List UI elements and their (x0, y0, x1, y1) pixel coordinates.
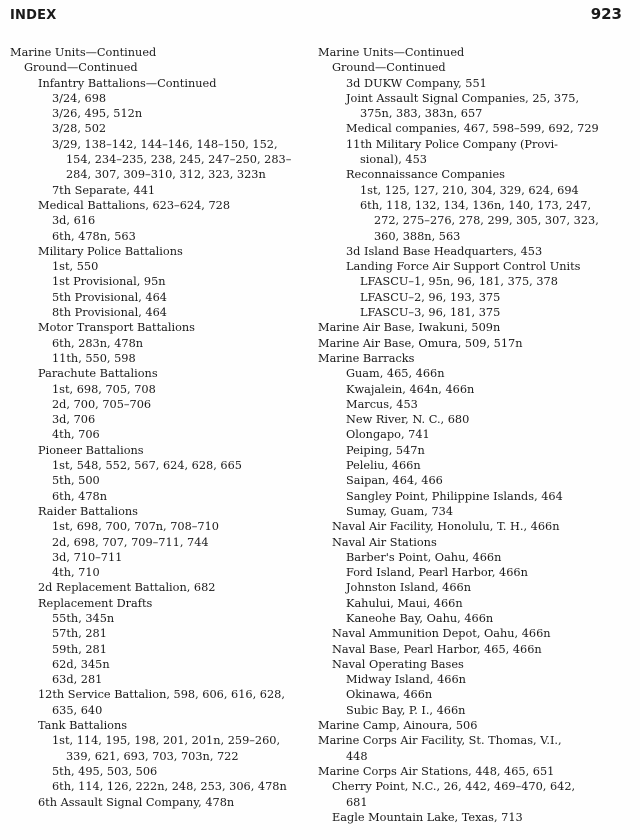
index-entry: Parachute Battalions (38, 367, 158, 381)
index-entry: 2d, 698, 707, 709–711, 744 (52, 535, 209, 549)
index-entry: 3d, 616 (52, 214, 96, 228)
index-entry: Joint Assault Signal Companies, 25, 375, (346, 91, 580, 105)
index-entry: 63d, 281 (52, 673, 103, 687)
index-entry: Naval Ammunition Depot, Oahu, 466n (332, 627, 551, 641)
index-entry: Infantry Battalions—Continued (38, 76, 217, 90)
index-entry: 3/26, 495, 512n (52, 107, 143, 121)
index-entry: 360, 388n, 563 (374, 229, 461, 243)
index-entry: Kwajalein, 464n, 466n (346, 382, 475, 396)
index-entry: Medical companies, 467, 598–599, 692, 729 (346, 122, 599, 136)
index-entry: Marine Camp, Ainoura, 506 (318, 719, 478, 733)
index-entry: 681 (346, 795, 368, 809)
index-entry: 375n, 383, 383n, 657 (360, 107, 483, 121)
index-entry: Marine Air Base, Iwakuni, 509n (318, 321, 501, 335)
index-entry: Peleliu, 466n (346, 459, 421, 473)
index-entry: Naval Air Stations (332, 535, 437, 549)
index-entry: 6th, 478n (52, 489, 108, 503)
index-entry: Marine Units—Continued (10, 46, 157, 59)
index-entry: Military Police Battalions (38, 244, 183, 258)
index-entry: 6th Assault Signal Company, 478n (38, 795, 235, 809)
index-entry: Ford Island, Pearl Harbor, 466n (346, 566, 528, 580)
index-entry: Naval Air Facility, Honolulu, T. H., 466n (332, 520, 560, 534)
index-entry: LFASCU–1, 95n, 96, 181, 375, 378 (360, 275, 558, 289)
index-entry: 1st, 698, 705, 708 (52, 382, 156, 396)
index-entry: 1st, 114, 195, 198, 201, 201n, 259–260, (52, 734, 281, 748)
index-entry: Midway Island, 466n (346, 673, 466, 687)
index-entry: 1st, 548, 552, 567, 624, 628, 665 (52, 459, 242, 473)
index-entry: Marine Corps Air Stations, 448, 465, 651 (318, 764, 555, 778)
index-entry: 11th Military Police Company (Provi- (346, 137, 559, 151)
index-entry: 55th, 345n (52, 611, 115, 625)
index-entry: Marine Air Base, Omura, 509, 517n (318, 336, 523, 350)
index-entry: 2d, 700, 705–706 (52, 397, 152, 411)
index-entry: 284, 307, 309–310, 312, 323, 323n (66, 168, 266, 182)
index-entry: Peiping, 547n (346, 443, 425, 457)
index-entry: Sangley Point, Philippine Islands, 464 (346, 489, 563, 503)
index-entry: 6th, 118, 132, 134, 136n, 140, 173, 247, (360, 198, 592, 212)
index-entry: Saipan, 464, 466 (346, 474, 443, 488)
index-entry: New River, N. C., 680 (346, 413, 470, 427)
index-entry: Medical Battalions, 623–624, 728 (38, 198, 231, 212)
index-entry: 11th, 550, 598 (52, 351, 136, 365)
index-entry: 57th, 281 (52, 627, 107, 641)
index-entry: Olongapo, 741 (346, 428, 430, 442)
index-entry: 3/28, 502 (52, 122, 107, 136)
index-entry: Landing Force Air Support Control Units (346, 260, 581, 274)
index-entry: Barber's Point, Oahu, 466n (346, 550, 502, 564)
index-entry: 339, 621, 693, 703, 703n, 722 (66, 749, 239, 763)
index-entry: Cherry Point, N.C., 26, 442, 469–470, 642, (332, 780, 576, 794)
index-entry: Sumay, Guam, 734 (346, 504, 454, 518)
index-entry: 3/29, 138–142, 144–146, 148–150, 152, (52, 137, 278, 151)
index-entry: Kaneohe Bay, Oahu, 466n (346, 611, 494, 625)
index-entry: LFASCU–2, 96, 193, 375 (360, 290, 501, 304)
index-entry: Pioneer Battalions (38, 443, 144, 457)
index-entry: 6th, 283n, 478n (52, 336, 144, 350)
index-entry: Raider Battalions (38, 504, 138, 518)
index-entry: 62d, 345n (52, 657, 110, 671)
index-entry: 2d Replacement Battalion, 682 (38, 581, 216, 595)
index-entry: 4th, 706 (52, 428, 100, 442)
index-entry: Ground—Continued (24, 61, 138, 75)
index-entry: 4th, 710 (52, 566, 100, 580)
index-entry: sional), 453 (360, 153, 427, 167)
index-entry: 5th, 500 (52, 474, 100, 488)
index-entry: Ground—Continued (332, 61, 446, 75)
index-entry: 3d, 706 (52, 413, 96, 427)
index-entry: Motor Transport Battalions (38, 321, 195, 335)
index-entry: LFASCU–3, 96, 181, 375 (360, 306, 501, 320)
index-entry: Naval Base, Pearl Harbor, 465, 466n (332, 642, 542, 656)
index-entry: 3d Island Base Headquarters, 453 (346, 244, 543, 258)
index-column-left (10, 45, 310, 810)
index-entry: 6th, 114, 126, 222n, 248, 253, 306, 478n (52, 780, 287, 794)
index-entry: 272, 275–276, 278, 299, 305, 307, 323, (374, 214, 599, 228)
index-entry: 448 (346, 749, 368, 763)
index-entry: Naval Operating Bases (332, 657, 464, 671)
index-entry: Subic Bay, P. I., 466n (346, 703, 466, 717)
index-entry: 1st, 698, 700, 707n, 708–710 (52, 520, 219, 534)
index-entry: Okinawa, 466n (346, 688, 433, 702)
page-number: 923 (590, 5, 622, 23)
index-entry: 12th Service Battalion, 598, 606, 616, 628, (38, 688, 285, 702)
index-entry: Guam, 465, 466n (346, 367, 445, 381)
index-entry: 3d, 710–711 (52, 550, 123, 564)
index-entry: Reconnaissance Companies (346, 168, 505, 182)
running-header-title: INDEX (10, 8, 57, 23)
index-entry: Johnston Island, 466n (346, 581, 472, 595)
index-entry: Eagle Mountain Lake, Texas, 713 (332, 810, 523, 824)
index-entry: 5th, 495, 503, 506 (52, 764, 158, 778)
index-entry: Marine Units—Continued (318, 46, 465, 59)
index-entry: 59th, 281 (52, 642, 107, 656)
index-entry: Tank Battalions (38, 719, 128, 733)
index-entry: Marcus, 453 (346, 397, 418, 411)
index-entry: 1st, 550 (52, 260, 99, 274)
index-entry: Kahului, Maui, 466n (346, 596, 463, 610)
index-entry: 3/24, 698 (52, 91, 107, 105)
index-entry: 7th Separate, 441 (52, 183, 156, 197)
index-entry: 3d DUKW Company, 551 (346, 76, 487, 90)
index-entry: Marine Corps Air Facility, St. Thomas, V.I., (318, 734, 562, 748)
index-entry: 8th Provisional, 464 (52, 306, 167, 320)
index-entry: 5th Provisional, 464 (52, 290, 167, 304)
index-entry: Marine Barracks (318, 351, 415, 365)
index-entry: 635, 640 (52, 703, 103, 717)
index-entry: 6th, 478n, 563 (52, 229, 136, 243)
index-entry: Replacement Drafts (38, 596, 153, 610)
index-entry: 1st Provisional, 95n (52, 275, 166, 289)
index-entry: 1st, 125, 127, 210, 304, 329, 624, 694 (360, 183, 579, 197)
index-entry: 154, 234–235, 238, 245, 247–250, 283– (66, 153, 292, 167)
index-column-right (318, 45, 630, 825)
